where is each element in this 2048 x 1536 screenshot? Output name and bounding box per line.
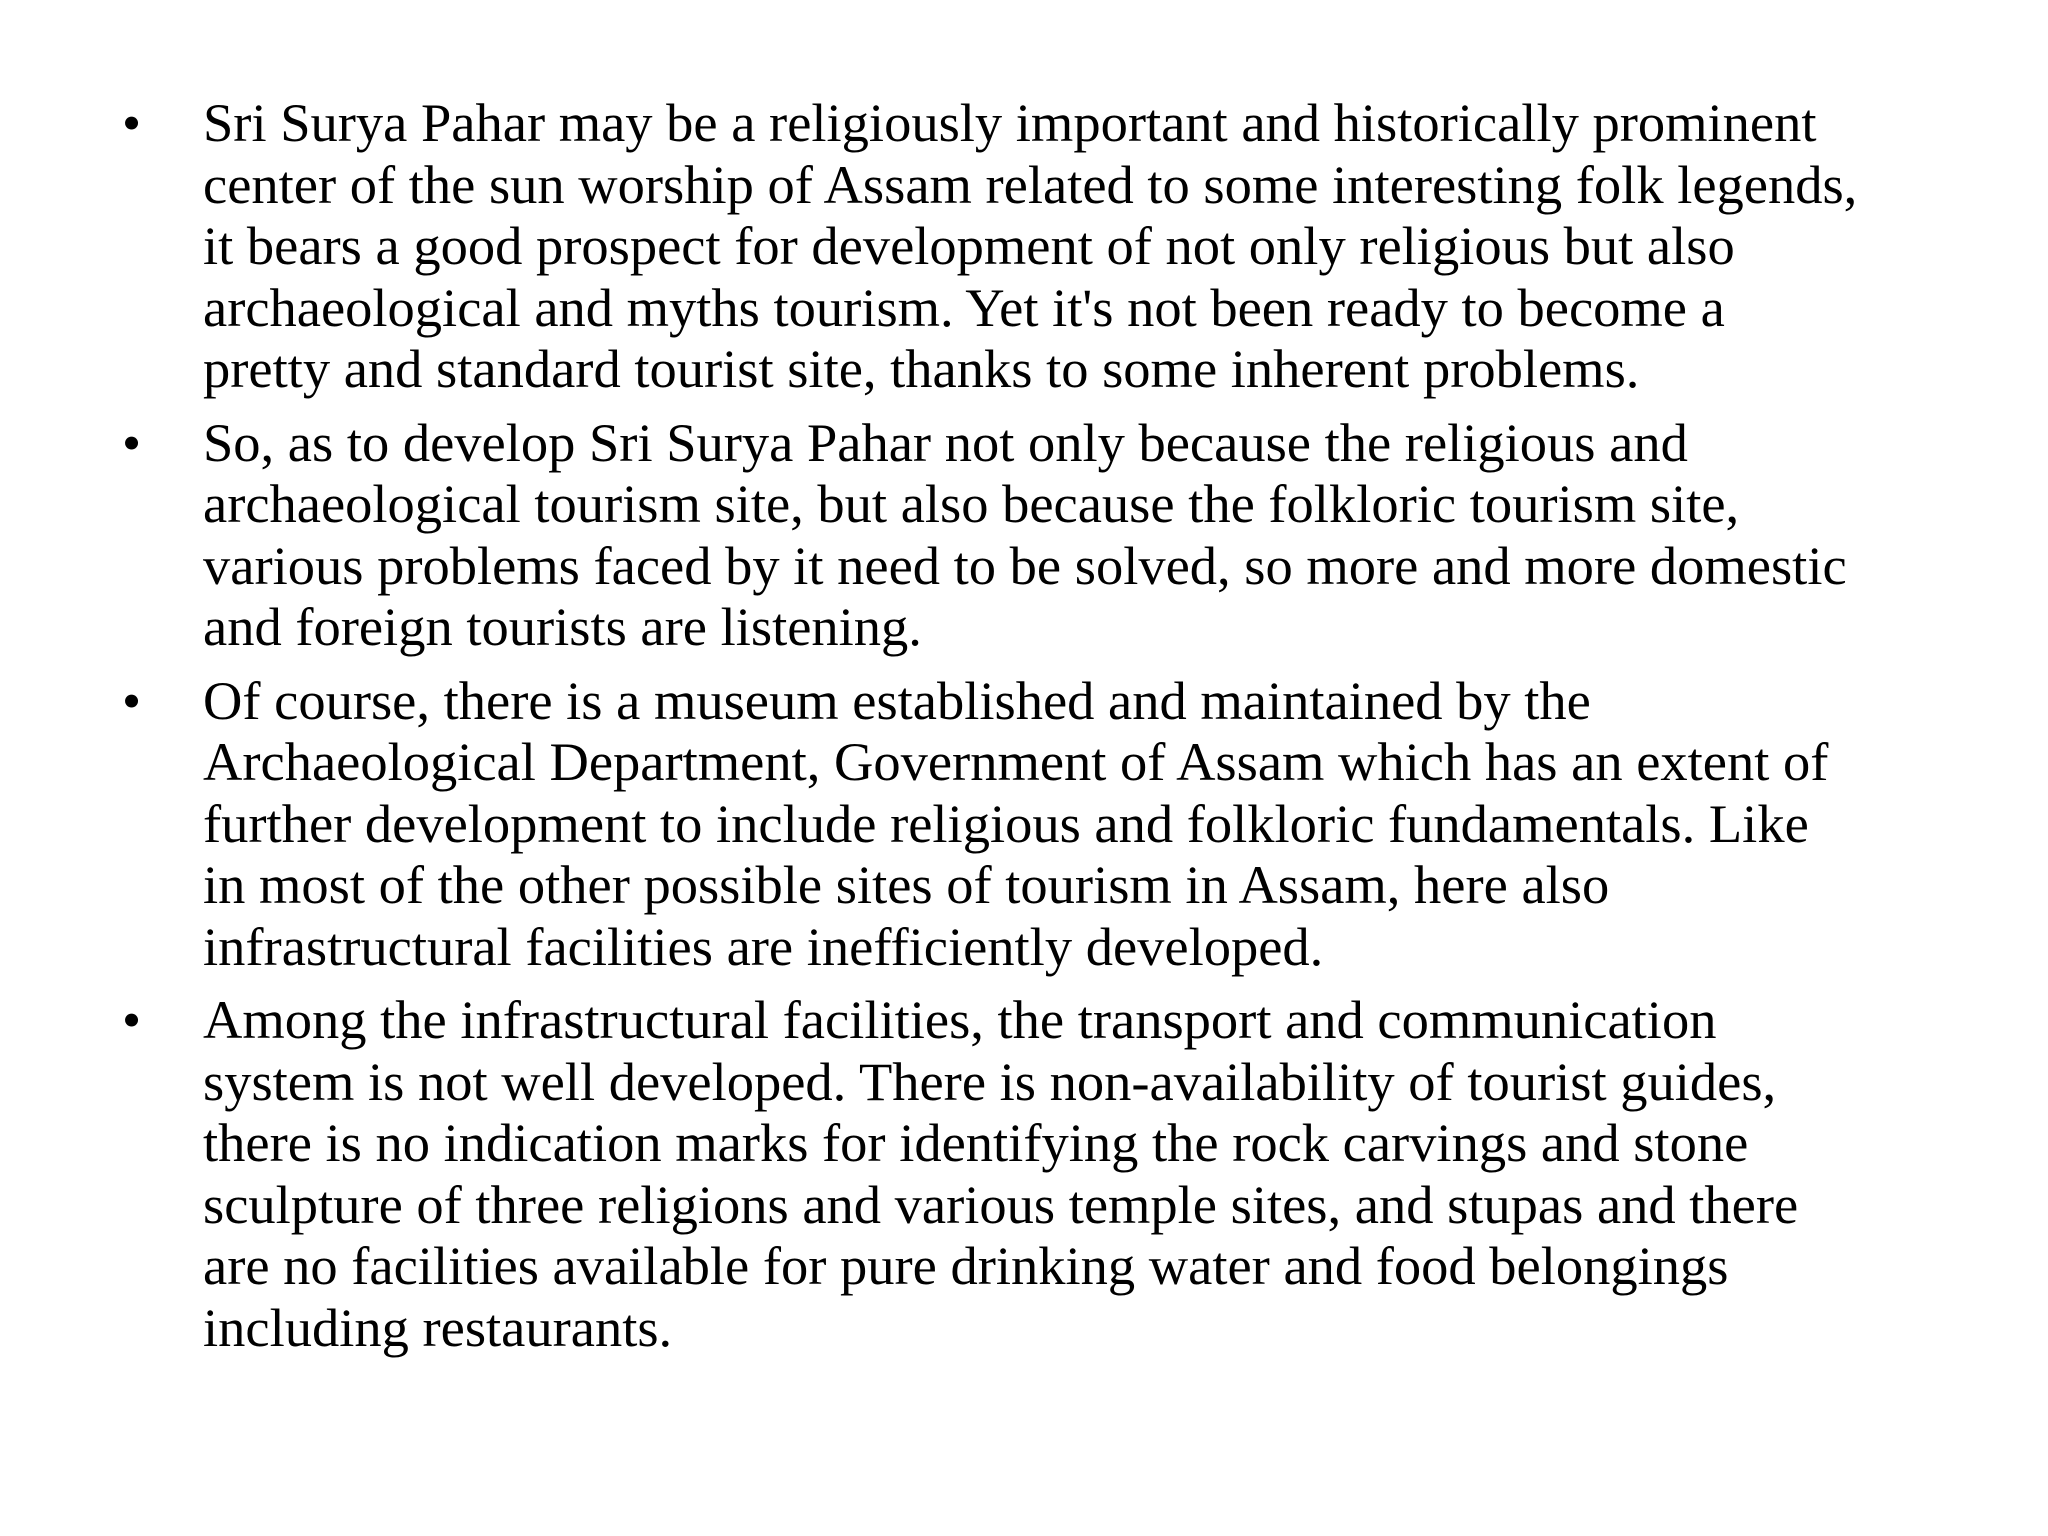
bullet-text — [203, 670, 2002, 978]
text-line: archaeological and myths tourism. Yet it's not been ready to become a — [203, 276, 1725, 338]
bullet-dot: • — [122, 92, 142, 153]
text-line: pretty and standard tourist site, thanks to some inherent problems. — [203, 338, 1640, 399]
text-line: infrastructural facilities are inefficiently developed. — [203, 915, 1324, 977]
text-line: it bears a good prospect for development of not only religious but also — [203, 215, 1735, 276]
bullet-text — [203, 989, 2002, 1358]
bullet-item — [122, 92, 2002, 400]
text-line: Archaeological Department, Government of Assam which has an extent of — [203, 731, 1829, 792]
bullet-item — [122, 412, 2002, 658]
bullet-text — [203, 412, 2002, 658]
bullet-list — [122, 92, 2002, 1370]
text-line: So, as to develop Sri Surya Pahar not only because the religious and — [203, 411, 1688, 473]
text-line: sculpture of three religions and various temple sites, and stupas and there — [203, 1173, 1799, 1235]
text-line: are no facilities available for pure drinking water and food belongings — [203, 1235, 1729, 1296]
text-line: further development to include religious and folkloric fundamentals. Like — [203, 792, 1809, 854]
text-line: and foreign tourists are listening. — [203, 596, 922, 657]
bullet-item — [122, 989, 2002, 1358]
text-line: archaeological tourism site, but also because the folkloric tourism site, — [203, 473, 1740, 534]
text-line: in most of the other possible sites of tourism in Assam, here also — [203, 854, 1610, 915]
text-line: Of course, there is a museum established and maintained by the — [203, 669, 1591, 731]
bullet-dot: • — [122, 989, 142, 1050]
bullet-dot: • — [122, 411, 142, 473]
text-line: center of the sun worship of Assam related to some interesting folk legends, — [203, 153, 1858, 215]
text-line: there is no indication marks for identifying the rock carvings and stone — [203, 1112, 1749, 1173]
text-line: Among the infrastructural facilities, the transport and communication — [203, 989, 1717, 1050]
bullet-item — [122, 670, 2002, 978]
text-line: system is not well developed. There is non-availability of tourist guides, — [203, 1050, 1777, 1112]
bullet-dot: • — [122, 669, 142, 731]
bullet-text — [203, 92, 2002, 400]
text-line: Sri Surya Pahar may be a religiously important and historically prominent — [203, 92, 1817, 153]
text-line: various problems faced by it need to be solved, so more and more domestic — [203, 534, 1847, 596]
text-line: including restaurants. — [203, 1296, 673, 1358]
